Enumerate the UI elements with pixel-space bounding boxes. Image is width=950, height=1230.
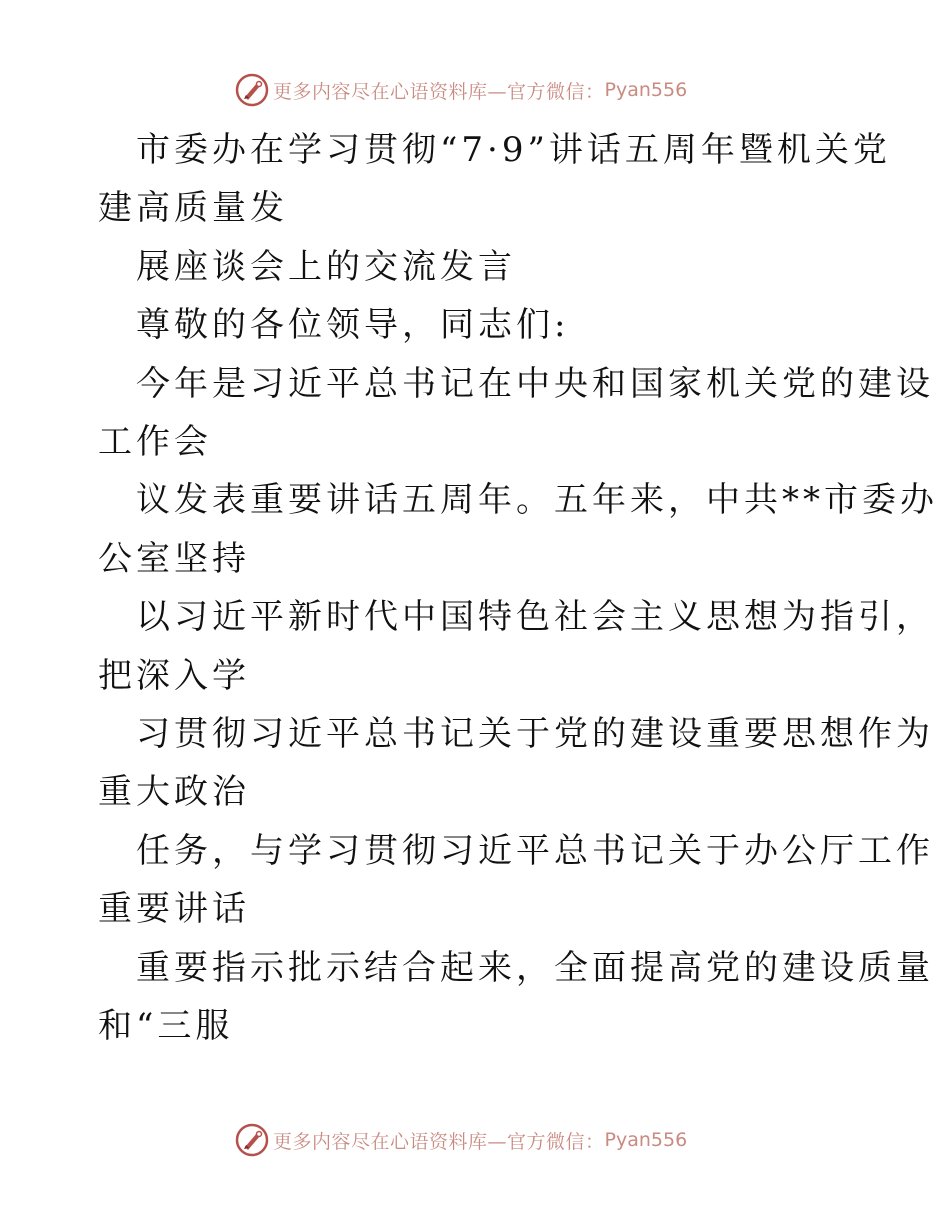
body-line: 尊敬的各位领导，同志们: bbox=[136, 305, 570, 346]
watermark-wechat-id: Pyan556 bbox=[604, 1129, 688, 1151]
body-line: 今年是习近平总书记在中央和国家机关党的建设 bbox=[136, 363, 934, 404]
body-line: 公室坚持 bbox=[98, 538, 250, 579]
body-line: 重要讲话 bbox=[98, 889, 250, 930]
pen-logo-icon bbox=[235, 1123, 269, 1157]
document-body bbox=[98, 121, 938, 1056]
body-line: 建高质量发 bbox=[98, 188, 288, 229]
header-watermark bbox=[235, 73, 687, 107]
body-line: 把深入学 bbox=[98, 655, 250, 696]
body-line: 习贯彻习近平总书记关于党的建设重要思想作为 bbox=[136, 714, 934, 755]
body-line: 任务，与学习贯彻习近平总书记关于办公厅工作 bbox=[136, 830, 934, 871]
body-line: 以习近平新时代中国特色社会主义思想为指引， bbox=[136, 597, 934, 638]
watermark-text: 更多内容尽在心语资料库—官方微信： bbox=[273, 80, 605, 103]
watermark-wechat-id: Pyan556 bbox=[604, 79, 688, 101]
pen-logo-icon bbox=[235, 73, 269, 107]
body-line: 市委办在学习贯彻“7·9”讲话五周年暨机关党 bbox=[136, 130, 891, 170]
watermark-text: 更多内容尽在心语资料库—官方微信： bbox=[273, 1130, 605, 1153]
body-line: 重大政治 bbox=[98, 772, 250, 813]
body-line: 工作会 bbox=[98, 422, 212, 463]
footer-watermark bbox=[235, 1123, 687, 1157]
body-line: 议发表重要讲话五周年。五年来，中共**市委办 bbox=[136, 480, 938, 521]
body-line: 重要指示批示结合起来，全面提高党的建设质量 bbox=[136, 947, 934, 988]
body-line: 和“三服 bbox=[98, 1006, 234, 1047]
body-line: 展座谈会上的交流发言 bbox=[136, 246, 516, 287]
